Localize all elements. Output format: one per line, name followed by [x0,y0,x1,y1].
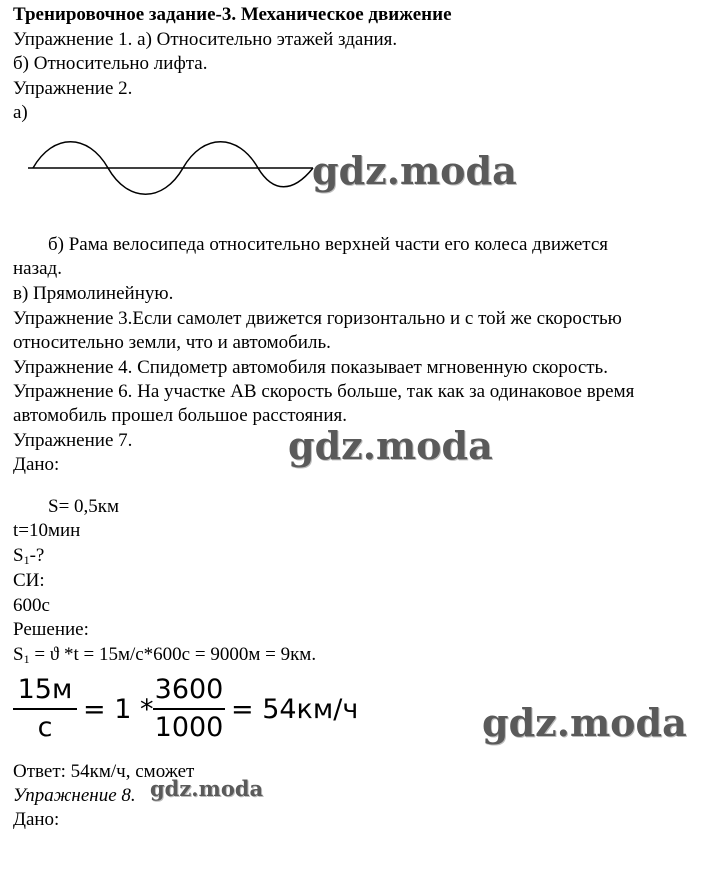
watermark-2: gdz.moda [288,423,493,468]
watermark-4: gdz.moda [150,776,264,801]
fraction-2-denominator: 1000 [154,712,224,743]
ex6-line1: Упражнение 6. На участке АВ скорость больше, так как за одинаковое время [13,381,635,402]
page-title: Тренировочное задание-3. Механическое движение [13,4,452,25]
ex7-line: Упражнение 7. [13,430,133,451]
ex3-line2: относительно земли, что и автомобиль. [13,332,331,353]
si-label: СИ: [13,570,45,591]
answer-line: Ответ: 54км/ч, сможет [13,761,195,782]
watermark-3: gdz.moda [482,700,687,745]
given-t: t=10мин [13,520,81,541]
watermark-1: gdz.moda [312,148,517,193]
ex1a-line: Упражнение 1. а) Относительно этажей здания. [13,29,398,50]
ex4-line: Упражнение 4. Спидометр автомобиля показывает мгновенную скорость. [13,357,608,378]
ex2b-line2: назад. [13,258,62,279]
ex2b-line1: б) Рама велосипеда относительно верхней части его колеса движется [48,234,608,255]
calc-line: $S_1 = ϑ$ *t = 15м/с*600с = 9000м = 9км. [13,644,317,666]
fraction-2-numerator: 3600 [154,674,224,705]
ex2a-line: а) [13,102,28,123]
formula-result: = 54км/ч [231,694,359,725]
ex2-line: Упражнение 2. [13,78,133,99]
fraction-1-numerator: 15м [17,674,73,705]
given-s: S= 0,5км [48,496,120,517]
ex2c-line: в) Прямолинейную. [13,283,174,304]
given-label: Дано: [13,454,60,475]
speed-formula [13,674,373,754]
si-value: 600с [13,595,50,616]
sine-wave-figure [28,138,318,208]
fraction-1 [13,674,77,744]
solution-label: Решение: [13,619,89,640]
ex6-line2: автомобиль прошел большое расстояния. [13,405,348,426]
given2-label: Дано: [13,809,60,830]
find-s1: $S_1-$? [13,545,45,567]
fraction-2 [153,674,225,744]
ex8-line: Упражнение 8. [13,785,136,806]
ex1b-line: б) Относительно лифта. [13,53,208,74]
formula-middle: = 1 * [83,694,154,725]
fraction-1-denominator: с [37,712,53,743]
ex3-line1: Упражнение 3.Если самолет движется горизонтально и с той же скоростью [13,308,622,329]
